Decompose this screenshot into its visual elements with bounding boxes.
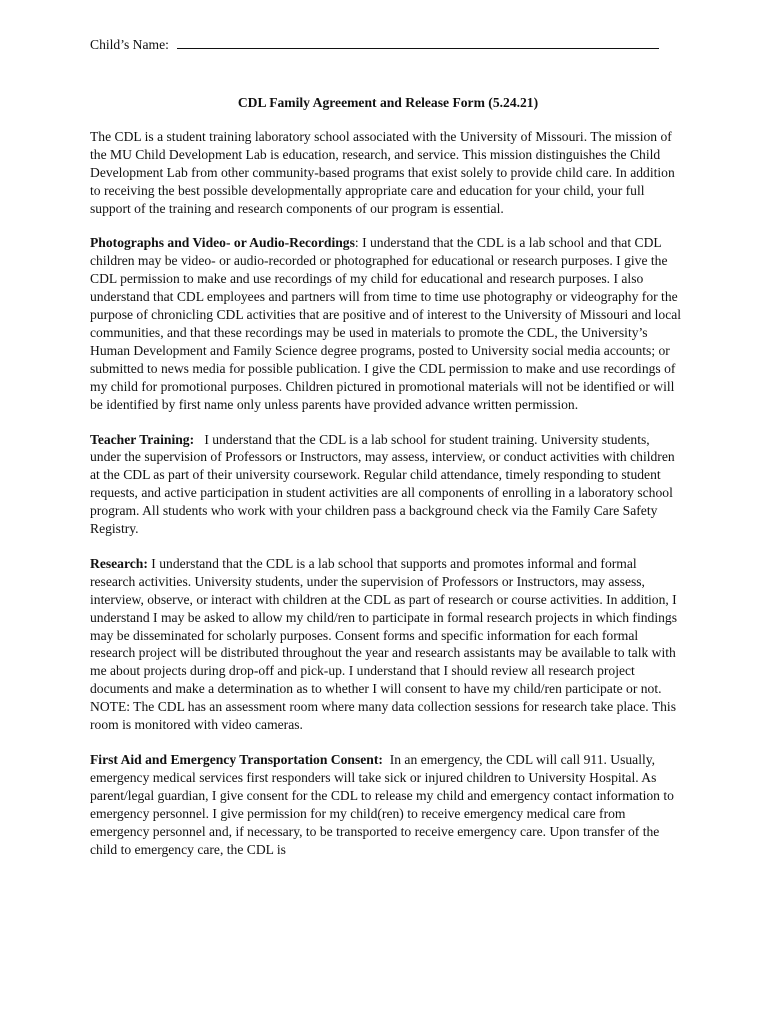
form-title: CDL Family Agreement and Release Form (5.24.21) [237,95,539,110]
section-photographs [90,234,682,413]
section-separator: : [354,235,363,251]
section-body: I understand that the CDL is a lab school and that CDL children may be video- or audio-recorded or photographed for educational or research purposes. I give the CDL permission to make and use recordings of my child for educational and research purposes. I also understand that CDL employees and partners will from time to time use photography or videography for the purpose of chronicling CDL activities that are positive and of interest to the University of Missouri and local communities, and that these recordings may be used in materials to promote the CDL, the University’s Human Development and Family Science degree programs, posted to University social media accounts; or submitted to news media for possible publication. I give the CDL permission to make and use recordings of my child for promotional purposes. Children pictured in promotional materials will not be identified or will be identified by first name only unless parents have provided advance written permission. [90,235,682,412]
child-name-line [90,36,682,56]
section-body: In an emergency, the CDL will call 911. Usually, emergency medical services first responders will take sick or injured children to University Hospital. As parent/legal guardian, I give consent for the CDL to release my child and emergency contact information to emergency personnel. I give permission for my child(ren) to receive emergency medical care from emergency personnel and, if necessary, to be transported to receive emergency care. Upon transfer of the child to emergency care, the CDL is [90,752,674,857]
section-separator [383,752,390,767]
section-heading: First Aid and Emergency Transportation Consent: [90,752,383,767]
intro-paragraph: The CDL is a student training laboratory school associated with the University of Missouri. The mission of the MU Child Development Lab is education, research, and service. This mission distinguishes the Child Development Lab from other community-based programs that exist solely to provide child care. In addition to receiving the best possible developmentally appropriate care and education for your child, your full support of the training and research components of our program is essential. [90,128,675,216]
section-first-aid [90,751,682,858]
child-name-label: Child’s Name: [90,37,169,52]
section-teacher-training [90,431,682,538]
section-body: I understand that the CDL is a lab school that supports and promotes informal and formal research activities. University students, under the supervision of Professors or Instructors, may assess, interview, observe, or interact with children at the CDL as part of research or course activities. In addition, I understand I may be asked to allow my child/ren to participate in formal research projects in which findings may be disseminated for scholarly purposes. Consent forms and specific information for each formal research project will be distributed throughout the year and research assistants may be available to talk with me about projects during drop-off and pick-up. I understand that I should review all research project documents and make a determination as to whether I will consent to have my child/ren participate or not. NOTE: The CDL has an assessment room where many data collection sessions for research take place. This room is monitored with video cameras. [90,555,677,733]
section-separator [194,432,204,447]
child-name-blank [177,36,659,49]
document-page [90,36,682,875]
section-research [90,555,682,734]
section-heading: Photographs and Video- or Audio-Recordings [90,235,355,251]
section-body: I understand that the CDL is a lab school for student training. University students, under the supervision of Professors or Instructors, may assess, interview, or conduct activities with children at the CDL as part of their university coursework. Regular child attendance, timely responding to student requests, and active participation in student activities are all components of enrolling in a laboratory school program. All students who work with your children pass a background check via the Family Care Safety Registry. [90,431,675,537]
section-heading: Teacher Training: [90,431,195,447]
section-heading: Research: [90,555,148,571]
